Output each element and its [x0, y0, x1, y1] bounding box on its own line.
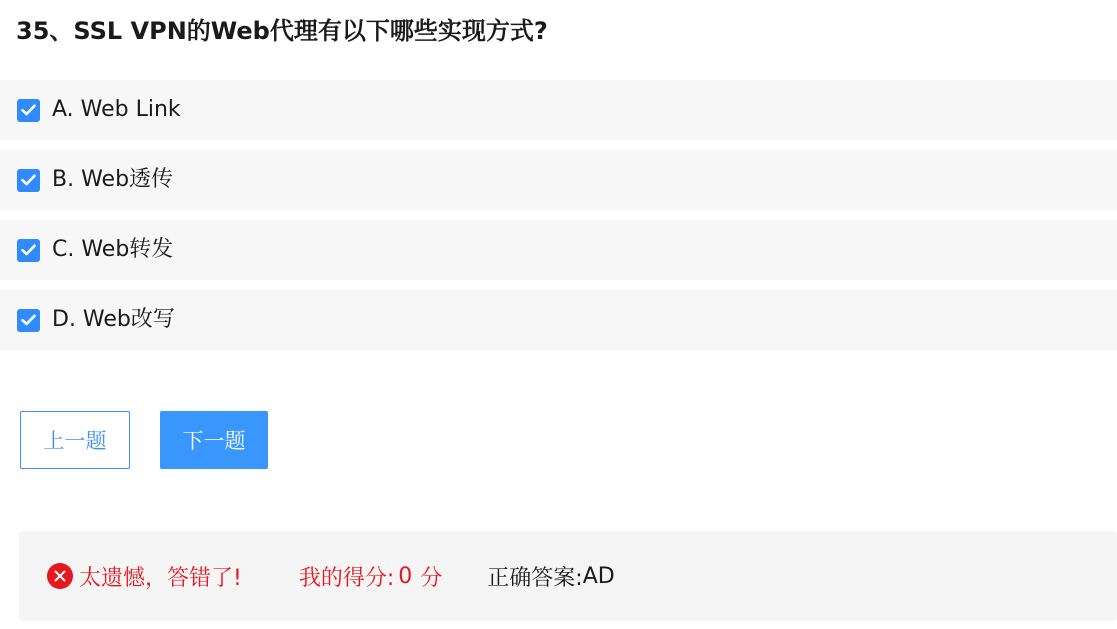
option-b[interactable] [0, 150, 1117, 210]
checkbox-checked-icon[interactable] [17, 169, 40, 192]
correct-answer-label: 正确答案: [487, 565, 583, 591]
option-label: D. Web改写 [52, 307, 175, 332]
question-title: 35、SSL VPN的Web代理有以下哪些实现方式? [16, 17, 548, 45]
option-c[interactable] [0, 220, 1117, 280]
error-circle-icon [47, 563, 73, 589]
score-label: 我的得分: [298, 565, 395, 591]
prev-question-button[interactable]: 上一题 [20, 411, 130, 469]
options-list [0, 80, 1117, 360]
next-question-button[interactable]: 下一题 [160, 411, 268, 469]
option-a[interactable] [0, 80, 1117, 140]
correct-answer-value: AD [582, 563, 615, 589]
option-d[interactable] [0, 290, 1117, 350]
score-value: 0 [398, 563, 413, 589]
option-label: B. Web透传 [52, 167, 174, 192]
checkbox-checked-icon[interactable] [17, 309, 40, 332]
score-unit: 分 [420, 565, 443, 591]
result-panel [19, 531, 1117, 621]
checkbox-checked-icon[interactable] [17, 239, 40, 262]
option-label: A. Web Link [52, 97, 181, 122]
checkbox-checked-icon[interactable] [17, 99, 40, 122]
option-label: C. Web转发 [52, 237, 174, 262]
result-message: 太遗憾，答错了! [79, 565, 242, 591]
